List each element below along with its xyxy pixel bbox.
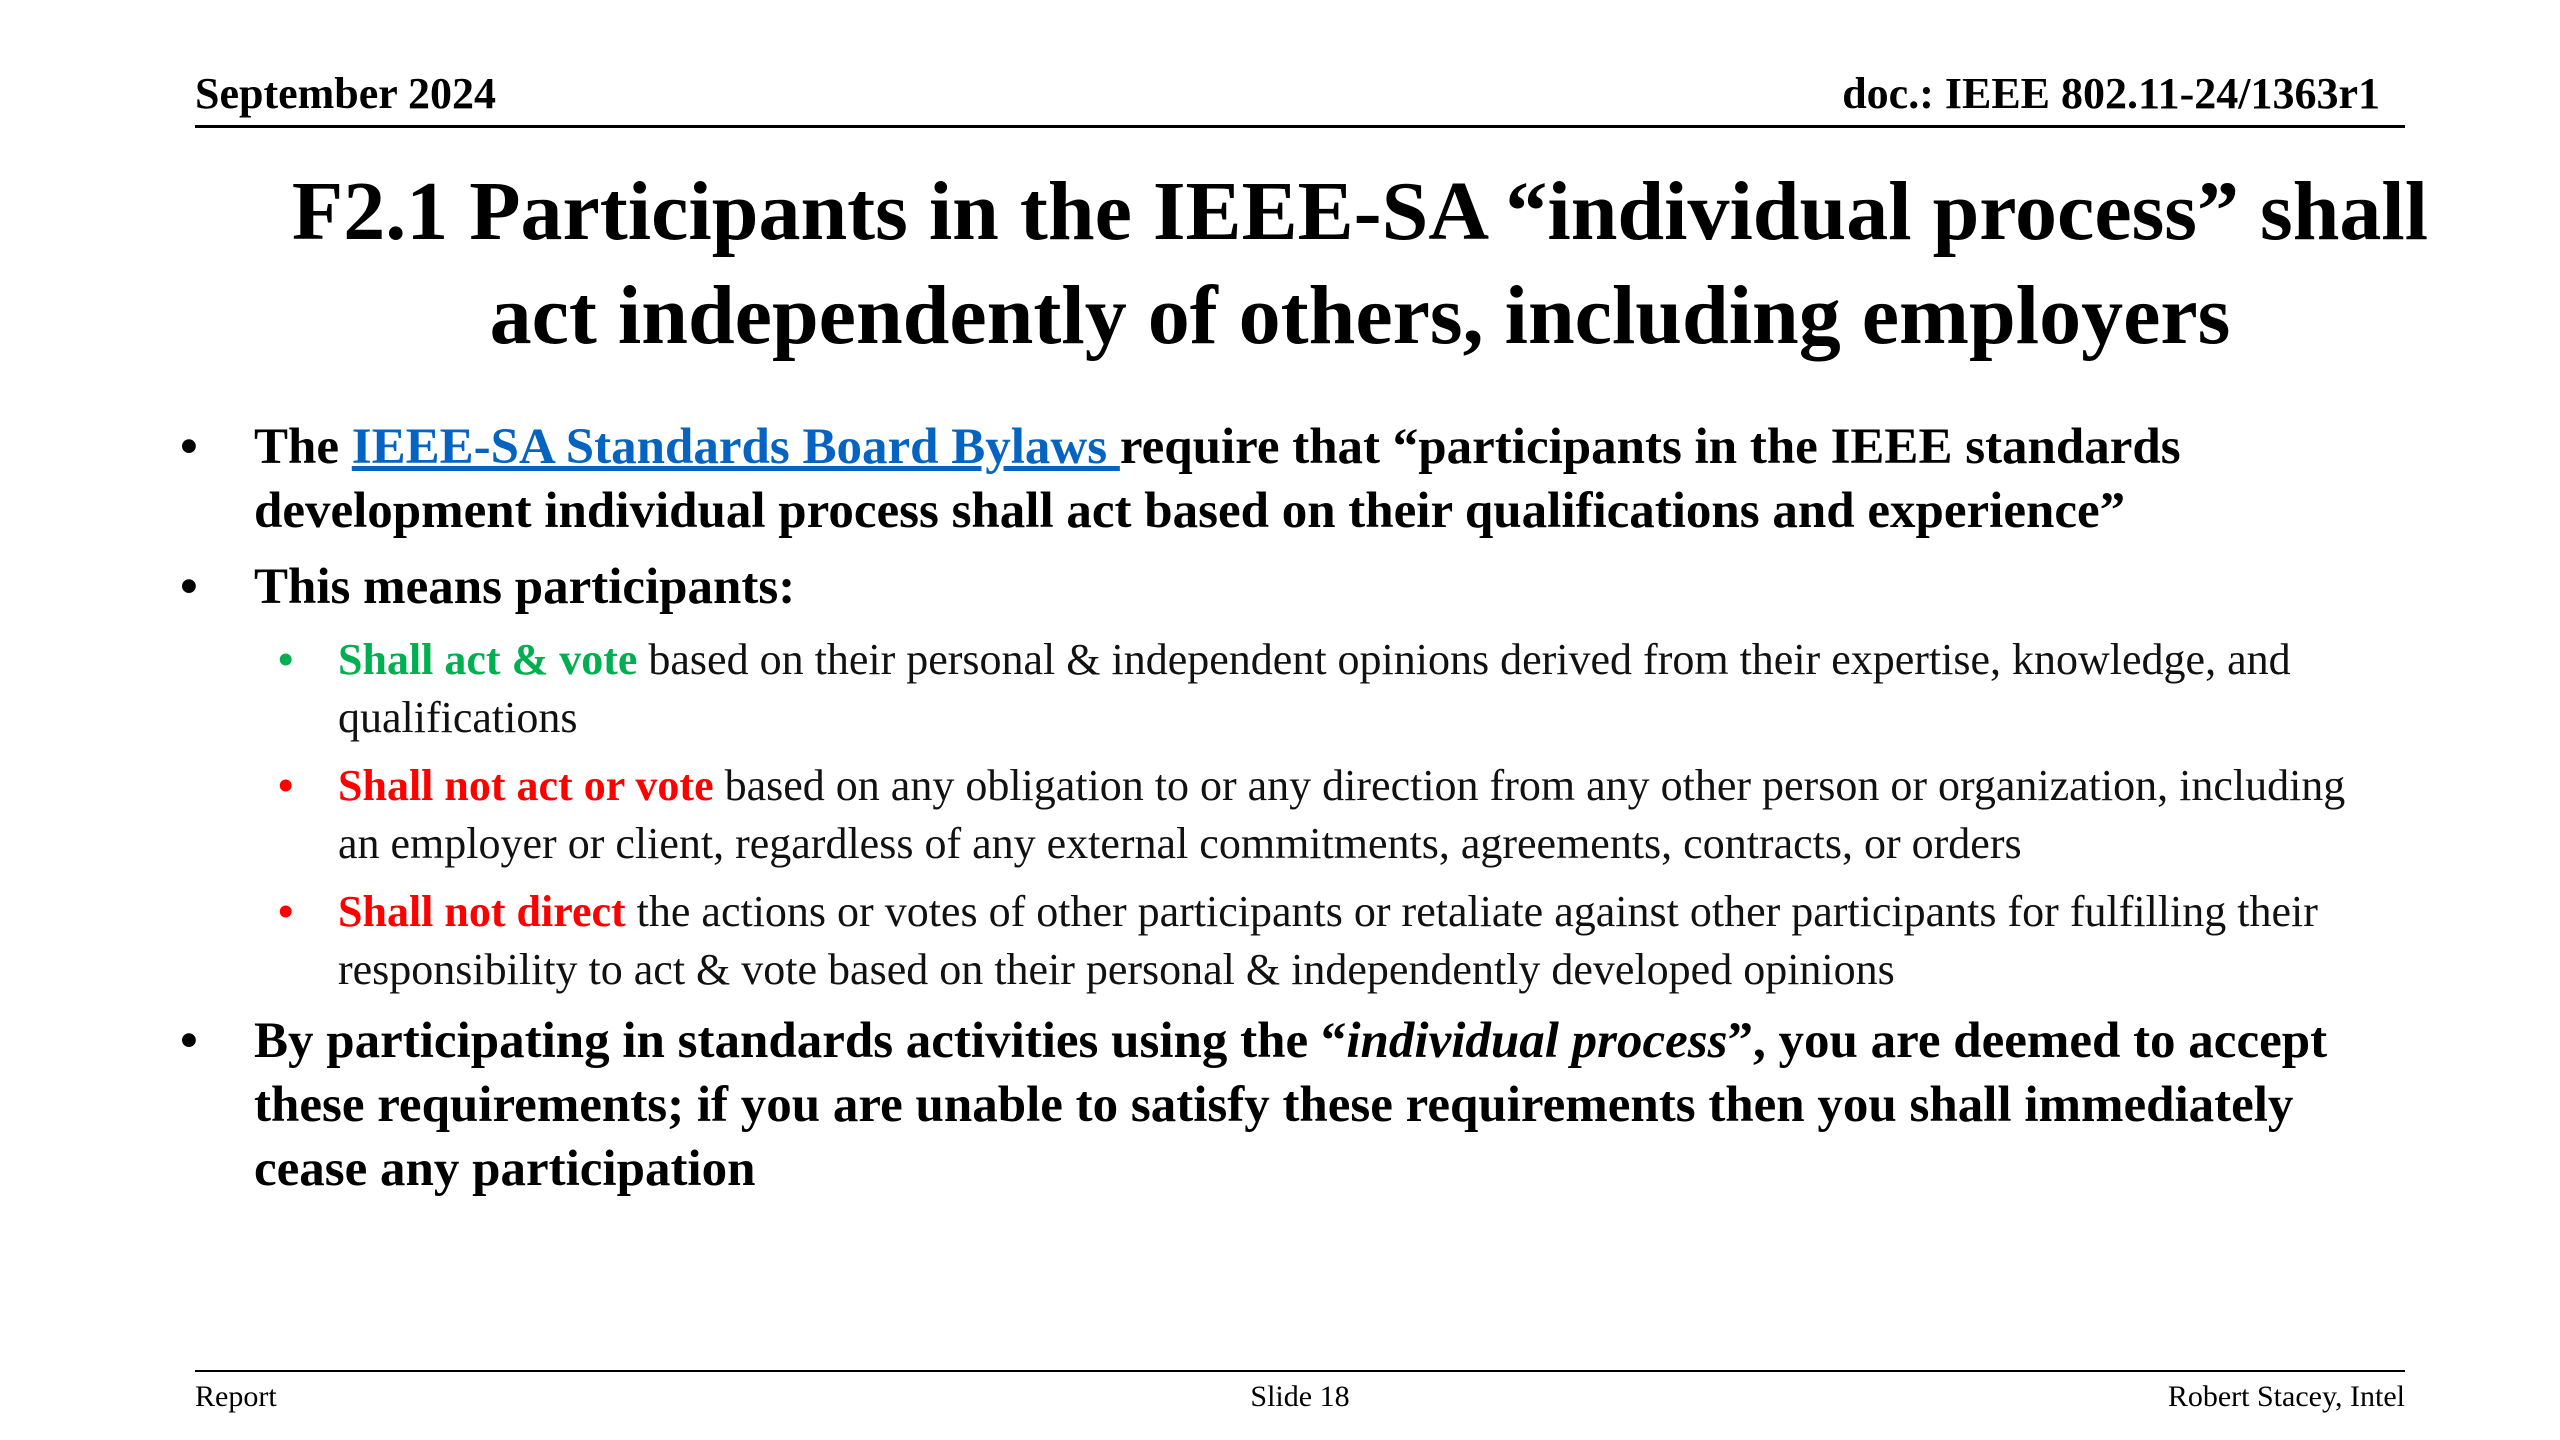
- footer-report: Report: [195, 1380, 277, 1413]
- footer-slide-number: Slide 18: [1250, 1380, 1350, 1413]
- bullet-by-participating-italic: individual process: [1346, 1013, 1728, 1069]
- header-divider: [195, 125, 2405, 128]
- subbullet-shall-not-direct: [278, 883, 2380, 999]
- bylaws-link[interactable]: IEEE-SA Standards Board Bylaws: [351, 419, 1120, 475]
- header-date: September 2024: [195, 69, 497, 118]
- subbullet-shall-not-direct-rest: the actions or votes of other participants or retaliate against other participants for fulfilling their responsibility to act & vote based on their personal & independently developed opinions: [338, 887, 2318, 994]
- bullet-icon: •: [180, 1013, 198, 1069]
- bullet-bylaws-pre: The: [254, 419, 352, 475]
- slide-title: [200, 160, 2520, 368]
- slide-title-line2: act independently of others, including employers: [489, 269, 2231, 362]
- subbullet-shall-not-act-rest: based on any obligation to or any direction from any other person or organization, including an employer or client, regardless of any external commitments, agreements, contracts, or orders: [338, 761, 2346, 868]
- subbullet-shall-not-act: [278, 757, 2380, 873]
- bullet-icon: •: [180, 559, 198, 615]
- subbullet-shall-act-rest: based on their personal & independent opinions derived from their expertise, knowledge, and qualifications: [338, 635, 2291, 742]
- footer-divider: [195, 1370, 2405, 1372]
- subbullet-icon: •: [278, 635, 294, 684]
- subbullet-shall-not-direct-lead: Shall not direct: [338, 887, 626, 936]
- footer-author: Robert Stacey, Intel: [2167, 1380, 2405, 1413]
- bullet-bylaws: [180, 415, 2380, 543]
- subbullet-shall-not-act-lead: Shall not act or vote: [338, 761, 714, 810]
- header-doc-number: doc.: IEEE 802.11-24/1363r1: [1842, 69, 2380, 118]
- bullet-this-means-text: This means participants:: [254, 559, 796, 615]
- bullet-this-means: [180, 555, 2380, 619]
- bullet-by-participating-post: ”, you are deemed to accept these requirements; if you are unable to satisfy these requirements then you shall immediately cease any participation: [254, 1013, 2328, 1197]
- slide-body: [180, 415, 2380, 1213]
- bullet-icon: •: [180, 419, 198, 475]
- subbullet-shall-act: [278, 631, 2380, 747]
- subbullet-icon: •: [278, 887, 294, 936]
- bullet-by-participating-pre: By participating in standards activities using the “: [254, 1013, 1347, 1069]
- slide-title-line1: F2.1 Participants in the IEEE-SA “individual process” shall: [291, 165, 2429, 258]
- subbullet-icon: •: [278, 761, 294, 810]
- bullet-bylaws-post: require that “participants in the IEEE standards development individual process shall act based on their qualifications and experience”: [254, 419, 2181, 539]
- subbullet-shall-act-lead: Shall act & vote: [338, 635, 638, 684]
- bullet-by-participating: [180, 1009, 2380, 1201]
